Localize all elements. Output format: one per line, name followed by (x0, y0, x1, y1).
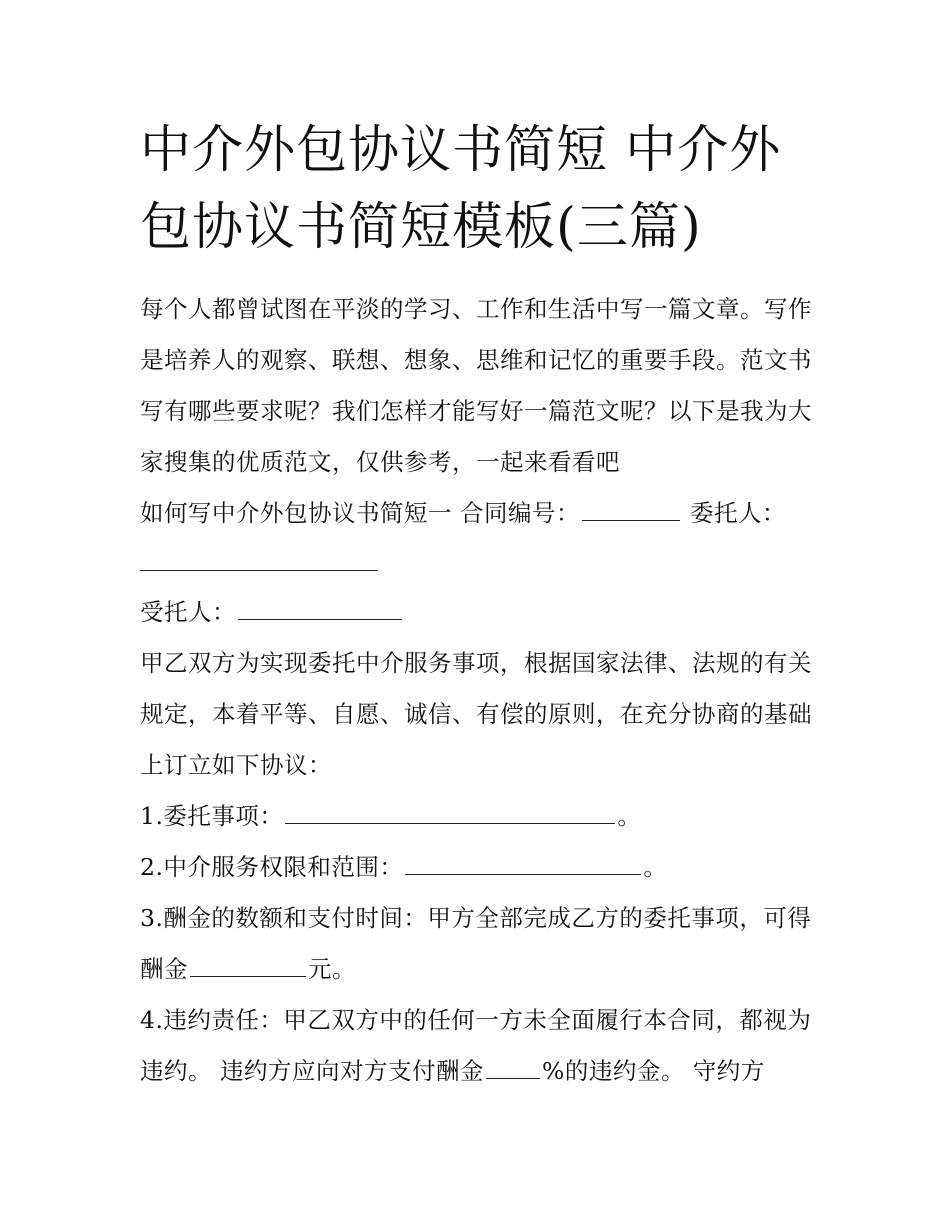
clause-1-label: 1.委托事项： (140, 802, 284, 830)
contract-header-line (140, 488, 812, 539)
trustee-blank (238, 592, 402, 620)
clause-2-end: 。 (643, 853, 668, 881)
contract-number-blank (582, 493, 680, 521)
document-page (140, 112, 812, 1097)
clause-4-text: 4.违约责任：甲乙双方中的任何一方未全面履行本合同，都视为违约。 违约方应向对方支付酬金 (140, 1006, 812, 1085)
trustee-label: 受托人： (140, 598, 236, 626)
clause-2-blank (405, 847, 641, 875)
clause-1-end: 。 (617, 802, 642, 830)
clause-3-text: 3.酬金的数额和支付时间：甲方全部完成乙方的委托事项，可得酬金 (140, 904, 812, 983)
clause-4-blank (486, 1051, 540, 1079)
clause-3 (140, 893, 812, 995)
preamble-paragraph: 甲乙双方为实现委托中介服务事项，根据国家法律、法规的有关规定，本着平等、自愿、诚信、有偿的原则，在充分协商的基础上订立如下协议： (140, 649, 812, 779)
clause-3-blank (190, 949, 306, 977)
clause-2 (140, 842, 812, 893)
client-blank (140, 543, 378, 571)
clause-3-end: 元。 (308, 955, 356, 983)
intro-paragraph: 每个人都曾试图在平淡的学习、工作和生活中写一篇文章。写作是培养人的观察、联想、想象、思维和记忆的重要手段。范文书写有哪些要求呢？我们怎样才能写好一篇范文呢？以下是我为大家搜集的优质范文，仅供参考，一起来看看吧 (140, 295, 812, 476)
clause-1-blank (285, 796, 615, 824)
client-blank-line (140, 539, 812, 587)
trustee-line (140, 587, 812, 638)
document-title: 中介外包协议书简短 中介外包协议书简短模板(三篇) (140, 121, 782, 257)
clause-4-end: %的违约金。 守约方 (541, 1057, 765, 1085)
clause-2-label: 2.中介服务权限和范围： (140, 853, 404, 881)
clause-4 (140, 995, 812, 1097)
contract-number-label: 如何写中介外包协议书简短一 合同编号： (140, 499, 580, 527)
client-label: 委托人： (681, 499, 786, 527)
clause-1 (140, 791, 812, 842)
